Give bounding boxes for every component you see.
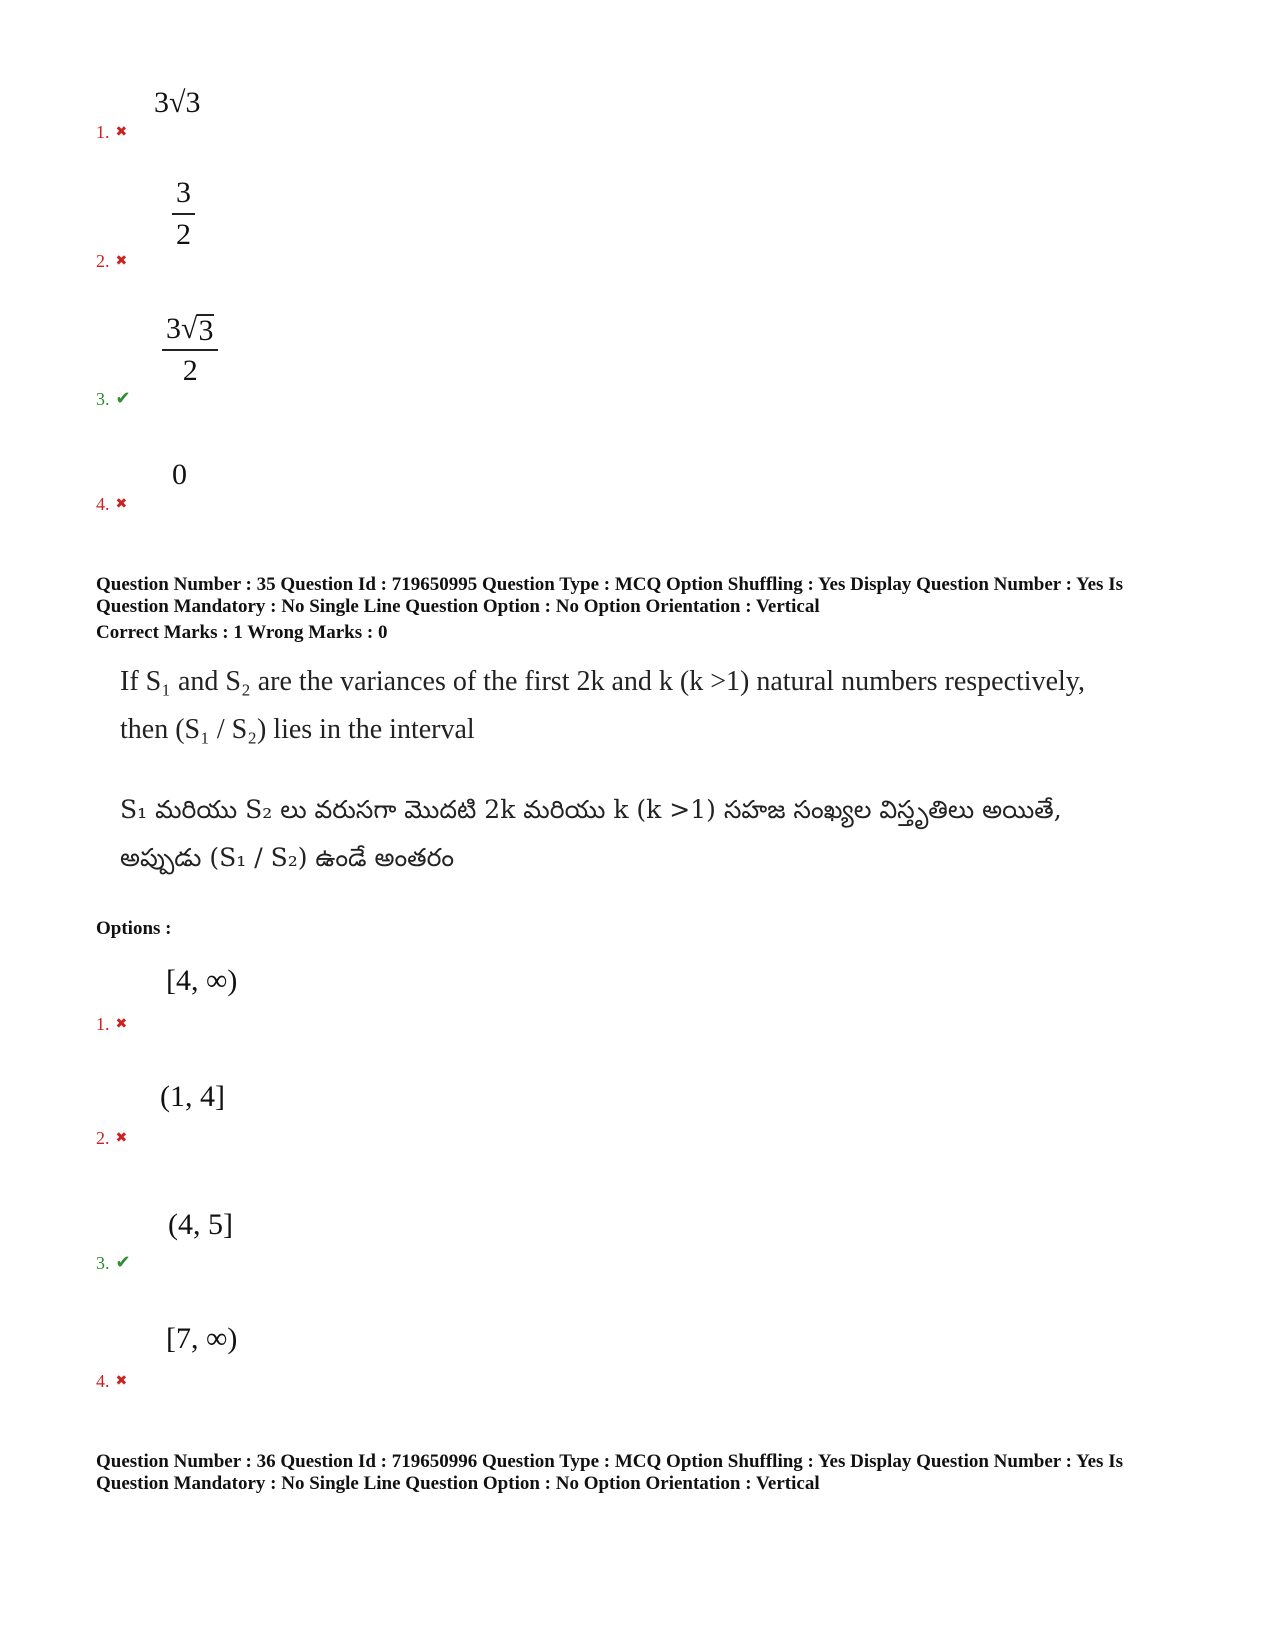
q35-option-4-value: [7, ∞) [166,1322,238,1355]
q35-option-2-value: (1, 4] [160,1080,225,1113]
q36-meta [96,1451,1186,1495]
wrong-icon: ✖ [115,253,128,269]
q34-option-4-number[interactable] [96,494,127,514]
wrong-icon: ✖ [115,124,128,140]
q36-meta-line-2: Question Mandatory : No Single Line Question Option : No Option Orientation : Vertical [96,1473,820,1494]
q35-question-english [120,658,1180,754]
q35-option-1-value: [4, ∞) [166,964,238,997]
q34-option-1-text: 3√3 [154,86,201,119]
q35-text-en-line-1: If S₁ and S₂ are the variances of the first 2k and k (k >1) natural numbers respectively, [120,666,1085,697]
q36-meta-line-1: Question Number : 36 Question Id : 719650996 Question Type : MCQ Option Shuffling : Yes Display Question Number : Yes Is [96,1451,1123,1472]
option-number: 1. [96,1014,110,1034]
q35-question-telugu [120,786,1180,882]
wrong-icon: ✖ [115,1130,128,1146]
radical-sign: √ [181,312,198,345]
wrong-icon: ✖ [115,1373,128,1389]
option-number: 1. [96,122,110,142]
q34-option-1-number[interactable] [96,122,127,142]
option-number: 3. [96,389,110,409]
correct-icon: ✔ [115,1252,131,1273]
q35-text-te-line-1: S₁ మరియు S₂ లు వరుసగా మొదటి 2k మరియు k (k >1) సహజ సంఖ్యల విస్తృతిలు అయితే, [120,795,1062,824]
wrong-icon: ✖ [115,496,128,512]
q35-meta-line-1: Question Number : 35 Question Id : 719650995 Question Type : MCQ Option Shuffling : Yes Display Question Number : Yes Is [96,574,1123,595]
option-number: 3. [96,1253,110,1273]
q34-option-2-number[interactable] [96,251,127,271]
q35-meta-line-2: Question Mandatory : No Single Line Question Option : No Option Orientation : Vertical [96,596,820,617]
q34-option-1-value [154,86,200,120]
coefficient: 3 [166,312,181,345]
fraction-numerator [162,312,218,351]
q35-option-3-value: (4, 5] [168,1208,233,1241]
option-number: 4. [96,494,110,514]
q35-options-label: Options : [96,918,172,939]
q35-option-3-number[interactable] [96,1253,131,1273]
q35-option-2-number[interactable] [96,1128,127,1148]
q34-option-4-value [172,458,187,492]
q34-option-3-number[interactable] [96,389,131,409]
fraction-denominator: 2 [176,218,191,251]
q35-marks: Correct Marks : 1 Wrong Marks : 0 [96,622,388,643]
q34-option-2-value [172,176,195,252]
option-number: 2. [96,251,110,271]
fraction-numerator: 3 [172,176,195,215]
wrong-icon: ✖ [115,1016,128,1032]
option-number: 4. [96,1371,110,1391]
radicand: 3 [198,314,214,347]
correct-icon: ✔ [115,388,131,409]
fraction-denominator: 2 [182,354,198,387]
q35-option-4-number[interactable] [96,1371,127,1391]
option-number: 2. [96,1128,110,1148]
q35-meta [96,574,1186,644]
q35-option-1-number[interactable] [96,1014,127,1034]
q34-option-3-value [162,312,218,388]
q35-text-en-line-2: then (S₁ / S₂) lies in the interval [120,714,475,745]
q34-option-4-text: 0 [172,458,187,491]
q35-text-te-line-2: అప్పుడు (S₁ / S₂) ఉండే అంతరం [120,843,455,872]
